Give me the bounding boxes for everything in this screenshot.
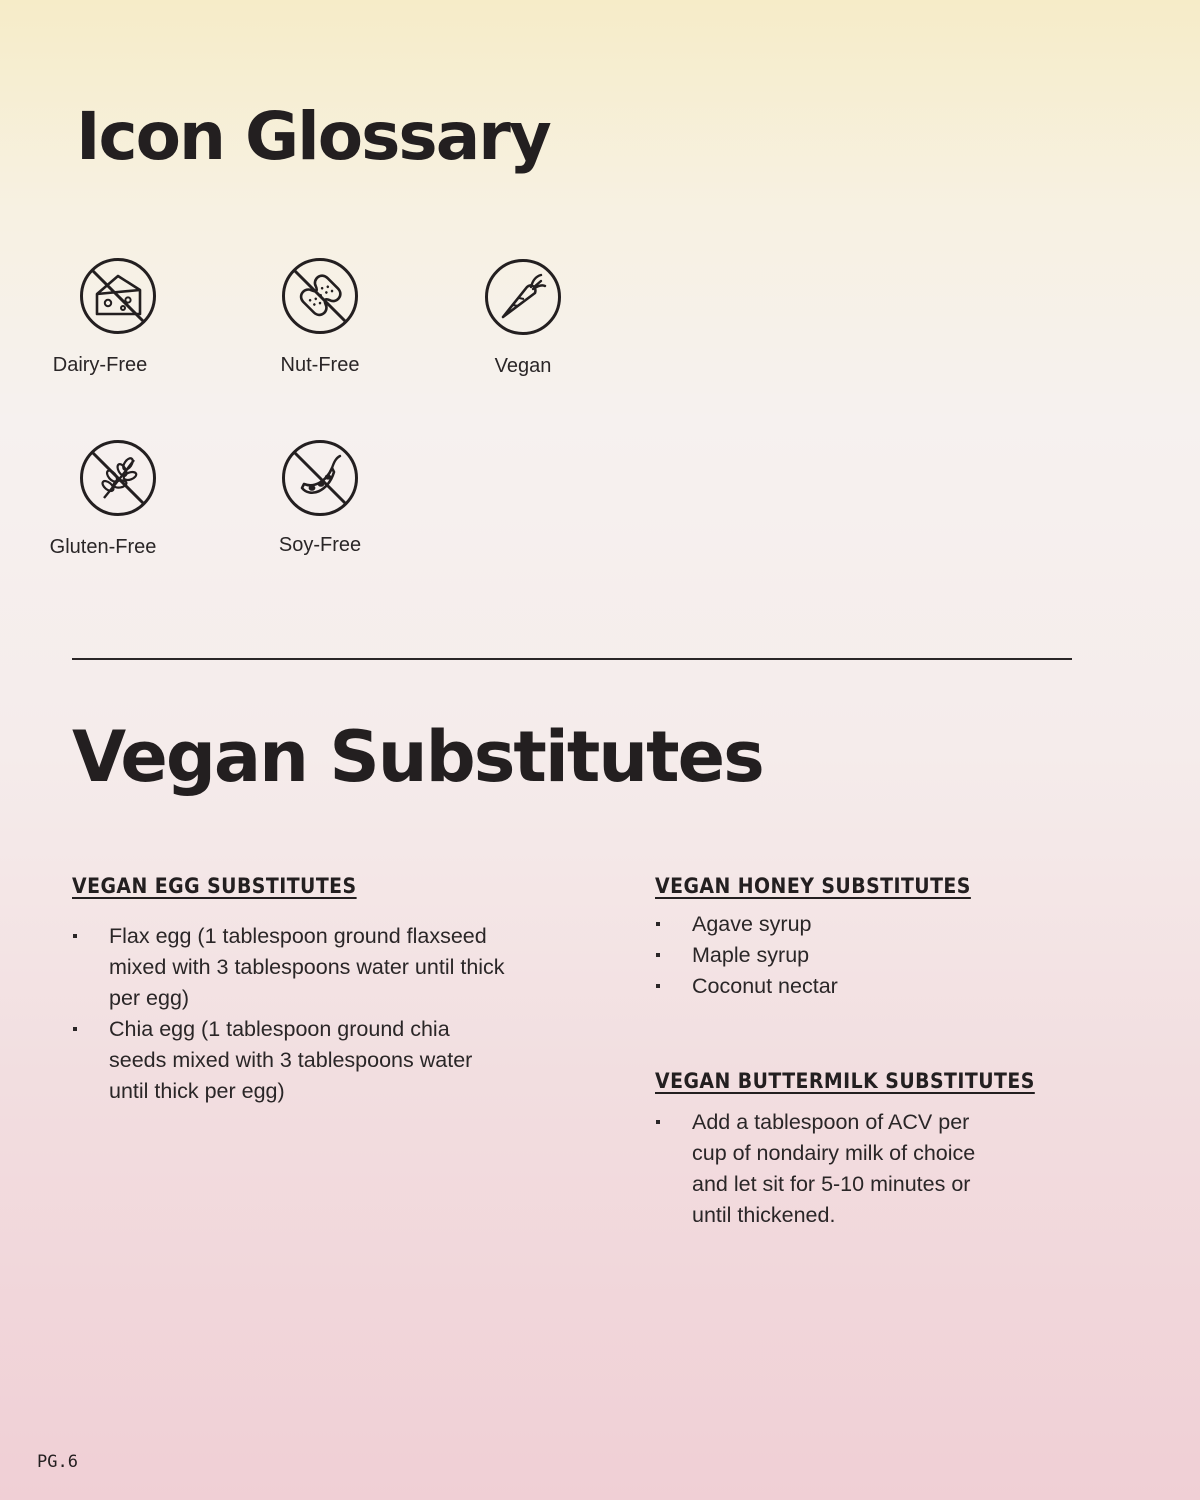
glossary-label: Soy-Free [278, 534, 362, 556]
list-item-text: Coconut nectar [692, 974, 838, 998]
no-cheese-icon [78, 256, 158, 336]
page-number: PG.6 [37, 1452, 78, 1472]
list-item-text: Chia egg (1 tablespoon ground chia seeds mixed with 3 tablespoons water until thick per egg) [109, 1017, 473, 1103]
glossary-item-dairy-free [38, 256, 198, 377]
list-item-text: Agave syrup [692, 912, 812, 936]
list-item-text: Add a tablespoon of ACV per cup of nondairy milk of choice and let sit for 5-10 minutes or until thickened. [692, 1110, 976, 1227]
glossary-item-nut-free [240, 256, 400, 377]
list-item [655, 940, 1055, 971]
glossary-label: Nut-Free [280, 354, 360, 376]
list-item-text: Maple syrup [692, 943, 810, 967]
honey-substitutes-heading: VEGAN HONEY SUBSTITUTES [655, 874, 971, 898]
bullet-icon [656, 984, 660, 988]
honey-substitutes-list [655, 909, 1055, 1002]
glossary-item-vegan [443, 257, 603, 378]
carrot-icon [483, 257, 563, 337]
list-item [72, 1014, 512, 1107]
glossary-item-gluten-free [38, 438, 198, 559]
egg-substitutes-list [72, 921, 512, 1107]
no-soybean-icon [280, 438, 360, 518]
list-item-text: Flax egg (1 tablespoon ground flaxseed mixed with 3 tablespoons water until thick per egg) [109, 924, 505, 1010]
list-item [655, 1107, 1005, 1231]
list-item [655, 909, 1055, 940]
no-wheat-icon [78, 438, 158, 518]
list-item [72, 921, 512, 1014]
glossary-title: Icon Glossary [76, 98, 550, 175]
substitutes-title: Vegan Substitutes [72, 716, 763, 798]
section-divider [72, 658, 1072, 660]
bullet-icon [656, 1120, 660, 1124]
bullet-icon [656, 953, 660, 957]
bullet-icon [73, 1027, 77, 1031]
list-item [655, 971, 1055, 1002]
glossary-label: Vegan [494, 355, 552, 377]
glossary-label: Gluten-Free [49, 536, 157, 558]
egg-substitutes-heading: VEGAN EGG SUBSTITUTES [72, 874, 357, 898]
buttermilk-substitutes-heading: VEGAN BUTTERMILK SUBSTITUTES [655, 1069, 1035, 1093]
glossary-label: Dairy-Free [52, 354, 148, 376]
buttermilk-substitutes-list [655, 1107, 1005, 1231]
no-peanut-icon [280, 256, 360, 336]
glossary-item-soy-free [240, 438, 400, 557]
bullet-icon [73, 934, 77, 938]
bullet-icon [656, 922, 660, 926]
